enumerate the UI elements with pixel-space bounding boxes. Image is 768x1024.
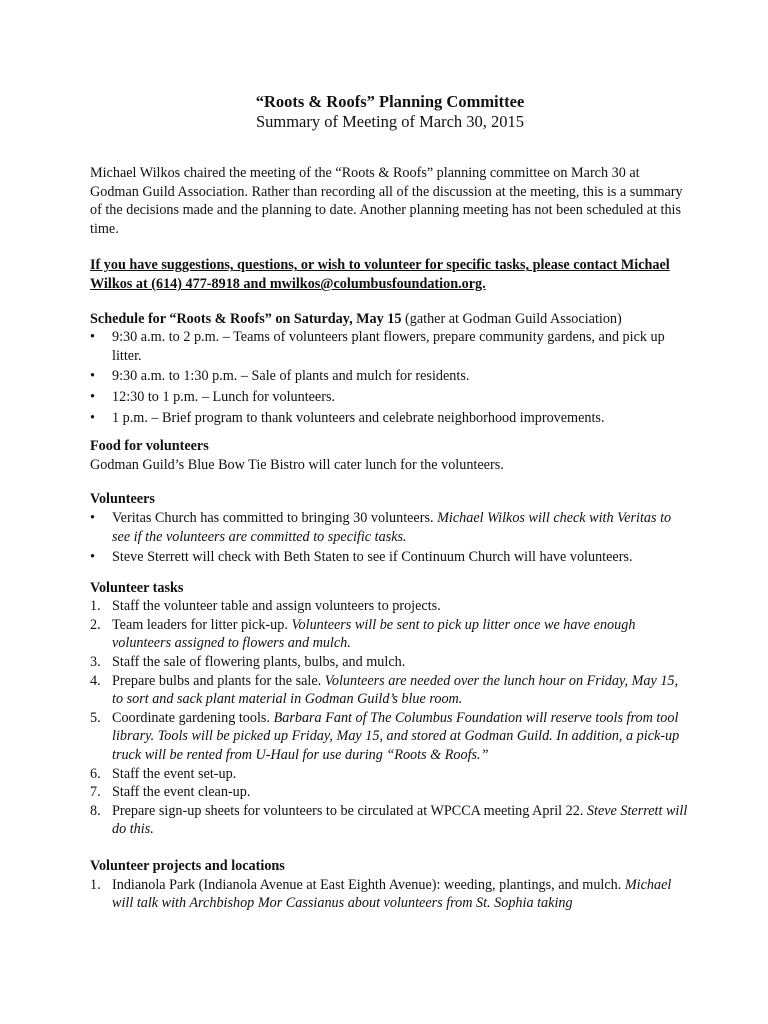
list-item xyxy=(90,388,690,407)
bullet-icon: • xyxy=(90,409,95,426)
schedule-section xyxy=(90,310,690,428)
food-heading: Food for volunteers xyxy=(90,438,209,455)
item-number: 1. xyxy=(90,876,101,893)
tasks-list xyxy=(90,597,690,839)
task-text: Staff the event set-up. xyxy=(112,765,237,782)
task-text: Staff the event clean-up. xyxy=(112,784,251,801)
list-item xyxy=(90,672,690,709)
projects-list xyxy=(90,876,690,913)
intro-paragraph: Michael Wilkos chaired the meeting of the “Roots & Roofs” planning committee on March 30 at Godman Guild Association. Rather than recording all of the discussion at the meeting, this is a summary of the decisions made and the planning to date. Another planning meeting has not been scheduled at this time. xyxy=(90,165,683,237)
list-item xyxy=(90,597,690,616)
item-number: 4. xyxy=(90,672,101,689)
projects-heading: Volunteer projects and locations xyxy=(90,858,285,874)
volunteers-list xyxy=(90,509,690,567)
bullet-icon: • xyxy=(90,509,95,526)
schedule-item-text: 9:30 a.m. to 2 p.m. – Teams of volunteers plant flowers, prepare community gardens, and pick up litter. xyxy=(112,329,665,364)
bullet-icon: • xyxy=(90,329,95,346)
title-line-2: Summary of Meeting of March 30, 2015 xyxy=(255,112,525,131)
bullet-icon: • xyxy=(90,368,95,385)
volunteer-item-text: Steve Sterrett will check with Beth Staten to see if Continuum Church will have volunteers. xyxy=(112,549,633,566)
task-text: Staff the volunteer table and assign volunteers to projects. xyxy=(112,598,441,615)
schedule-item-text: 9:30 a.m. to 1:30 p.m. – Sale of plants and mulch for residents. xyxy=(112,368,470,385)
list-item xyxy=(90,548,690,567)
item-number: 2. xyxy=(90,616,101,633)
item-number: 1. xyxy=(90,598,101,615)
schedule-heading-note: (gather at Godman Guild Association) xyxy=(401,310,622,327)
tasks-section xyxy=(90,579,690,839)
list-item xyxy=(90,765,690,784)
item-number: 7. xyxy=(90,784,101,801)
project-note: Michael will talk with Archbishop Mor Cassianus about volunteers from St. Sophia taking xyxy=(112,876,672,912)
food-text: Godman Guild’s Blue Bow Tie Bistro will cater lunch for the volunteers. xyxy=(90,456,504,473)
title-line-1: “Roots & Roofs” Planning Committee xyxy=(255,92,525,111)
item-number: 3. xyxy=(90,654,101,671)
list-item xyxy=(90,783,690,802)
list-item xyxy=(90,616,690,653)
schedule-item-text: 12:30 to 1 p.m. – Lunch for volunteers. xyxy=(112,388,336,405)
list-item xyxy=(90,802,690,839)
volunteer-item-text: Veritas Church has committed to bringing 30 volunteers. xyxy=(112,509,438,526)
schedule-heading-line xyxy=(90,310,690,329)
task-note: Volunteers are needed over the lunch hour on Friday, May 15, to sort and sack plant material in Godman Guild’s blue room. xyxy=(112,672,679,708)
task-note: Barbara Fant of The Columbus Foundation will reserve tools from tool library. Tools will be picked up Friday, May 15, and stored at Godman Guild. In addition, a pick-up truck will be rented from U-Haul for use during “Roots & Roofs.” xyxy=(112,709,680,764)
projects-section xyxy=(90,857,690,913)
task-text: Prepare bulbs and plants for the sale. xyxy=(112,672,325,689)
task-text: Coordinate gardening tools. xyxy=(112,709,274,726)
list-item xyxy=(90,328,690,365)
item-number: 5. xyxy=(90,709,101,726)
tasks-heading: Volunteer tasks xyxy=(90,579,184,596)
schedule-heading: Schedule for “Roots & Roofs” on Saturday, May 15 xyxy=(90,310,402,327)
list-item xyxy=(90,653,690,672)
list-item xyxy=(90,709,690,765)
task-note: Volunteers will be sent to pick up litter once we have enough volunteers assigned to flowers and mulch. xyxy=(112,616,636,652)
volunteers-heading: Volunteers xyxy=(90,491,155,508)
project-text: Indianola Park (Indianola Avenue at East Eighth Avenue): weeding, plantings, and mulch. xyxy=(112,876,625,893)
contact-notice: If you have suggestions, questions, or wish to volunteer for specific tasks, please contact Michael Wilkos at (614) 477-8918 and mwilkos@columbusfoundation.org. xyxy=(90,257,670,292)
list-item xyxy=(90,409,690,428)
bullet-icon: • xyxy=(90,549,95,566)
list-item xyxy=(90,367,690,386)
volunteer-item-note: Michael Wilkos will check with Veritas to see if the volunteers are committed to specific tasks. xyxy=(112,509,672,545)
list-item xyxy=(90,876,690,913)
item-number: 8. xyxy=(90,802,101,819)
schedule-list xyxy=(90,328,690,427)
document-title xyxy=(90,92,690,132)
bullet-icon: • xyxy=(90,388,95,405)
list-item xyxy=(90,509,690,546)
schedule-item-text: 1 p.m. – Brief program to thank volunteers and celebrate neighborhood improvements. xyxy=(112,409,605,426)
item-number: 6. xyxy=(90,765,101,782)
volunteers-section xyxy=(90,490,690,566)
food-section xyxy=(90,437,690,474)
document-body xyxy=(90,92,690,913)
task-text: Team leaders for litter pick-up. xyxy=(112,616,292,633)
task-note: Steve Sterrett will do this. xyxy=(112,802,688,838)
task-text: Prepare sign-up sheets for volunteers to be circulated at WPCCA meeting April 22. xyxy=(112,802,587,819)
task-text: Staff the sale of flowering plants, bulbs, and mulch. xyxy=(112,654,406,671)
